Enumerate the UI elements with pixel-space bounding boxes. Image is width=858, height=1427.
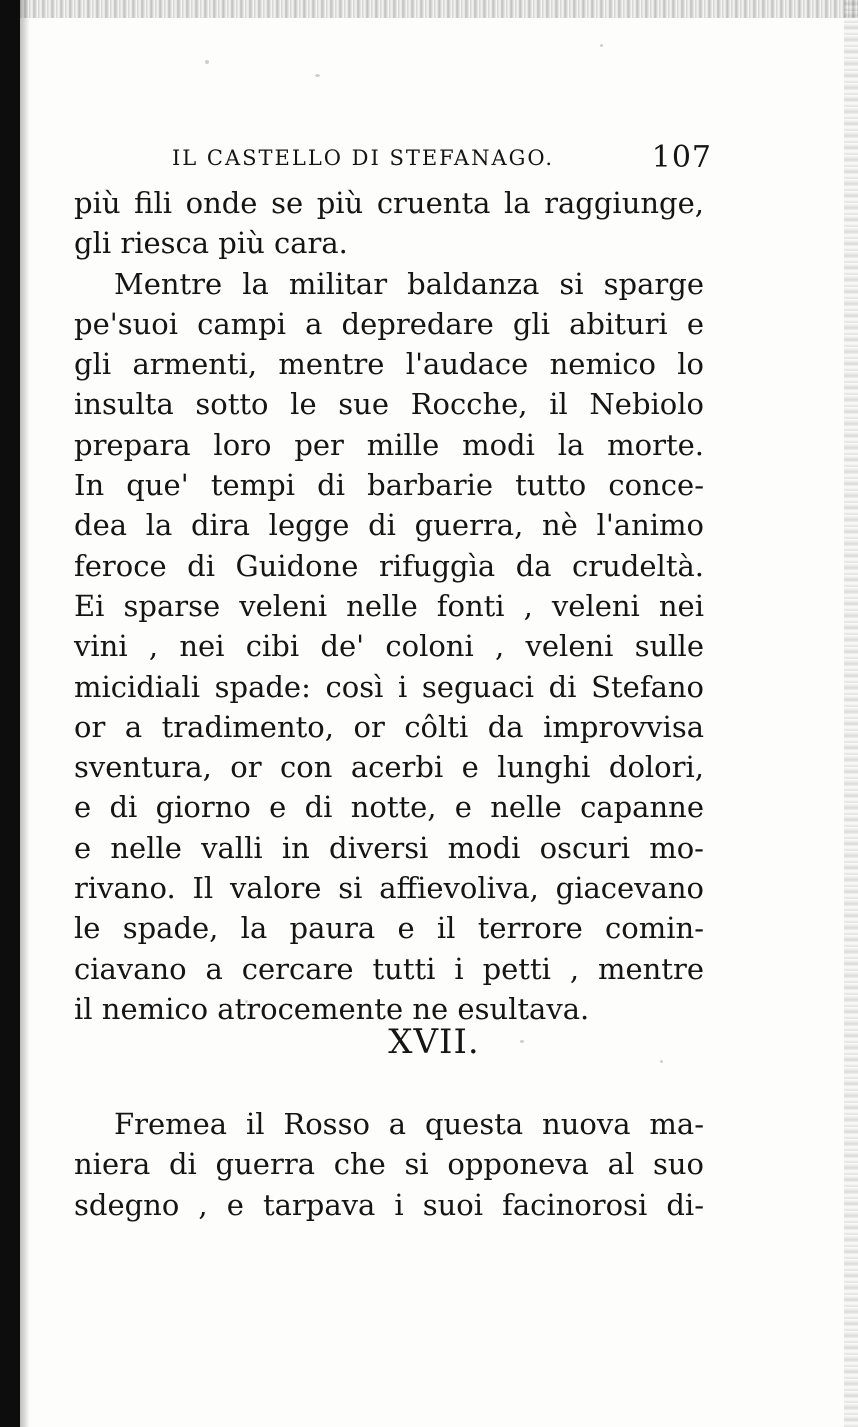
text-line: Mentre la militar baldanza si sparge	[114, 266, 704, 301]
text-line: ciavano a cercare tutti i petti , mentre	[74, 951, 704, 986]
scan-speck	[205, 60, 209, 64]
scan-right-noise	[844, 0, 858, 1427]
text-line: Ei sparse veleni nelle fonti , veleni nei	[74, 588, 704, 623]
running-title: IL CASTELLO DI STEFANAGO.	[172, 146, 555, 170]
text-line: feroce di Guidone rifuggìa da crudeltà.	[74, 548, 704, 583]
text-line: gli armenti, mentre l'audace nemico lo	[74, 347, 704, 382]
chapter-heading: XVII.	[388, 1022, 480, 1062]
text-line: insulta sotto le sue Rocche, il Nebiolo	[74, 387, 704, 422]
text-line: niera di guerra che si opponeva al suo	[74, 1147, 704, 1182]
scan-edge-shadow	[20, 0, 30, 1427]
text-line: rivano. Il valore si affievoliva, giacevano	[74, 871, 704, 906]
text-line: vini , nei cibi de' coloni , veleni sulle	[74, 629, 704, 664]
page-number: 107	[651, 140, 712, 175]
chapter-text	[74, 1104, 704, 1225]
body-text	[74, 183, 704, 1029]
text-line: micidiali spade: così i seguaci di Stefano	[74, 669, 704, 704]
text-line: Fremea il Rosso a questa nuova ma-	[114, 1107, 704, 1141]
text-line: le spade, la paura e il terrore comin-	[74, 911, 704, 946]
text-line: più fili onde se più cruenta la raggiunge,	[74, 186, 704, 220]
text-line: e nelle valli in diversi modi oscuri mo-	[74, 830, 704, 865]
text-line: prepara loro per mille modi la morte.	[74, 427, 704, 462]
text-line: e di giorno e di notte, e nelle capanne	[74, 790, 704, 825]
scan-binding-edge	[0, 0, 20, 1427]
scan-speck	[315, 74, 320, 77]
text-line: or a tradimento, or côlti da improvvisa	[74, 709, 704, 744]
text-line: il nemico atrocemente ne esultava.	[74, 991, 590, 1026]
text-line: pe'suoi campi a depredare gli abituri e	[74, 306, 704, 341]
text-line: gli riesca più cara.	[74, 226, 348, 261]
scan-speck	[600, 44, 603, 47]
text-line: sdegno , e tarpava i suoi facinorosi di-	[74, 1187, 704, 1222]
text-line: In que' tempi di barbarie tutto conce-	[74, 468, 704, 503]
text-line: dea la dira legge di guerra, nè l'animo	[74, 508, 704, 543]
scan-top-noise	[20, 0, 858, 18]
running-head	[172, 140, 712, 180]
text-line: sventura, or con acerbi e lunghi dolori,	[74, 750, 704, 785]
